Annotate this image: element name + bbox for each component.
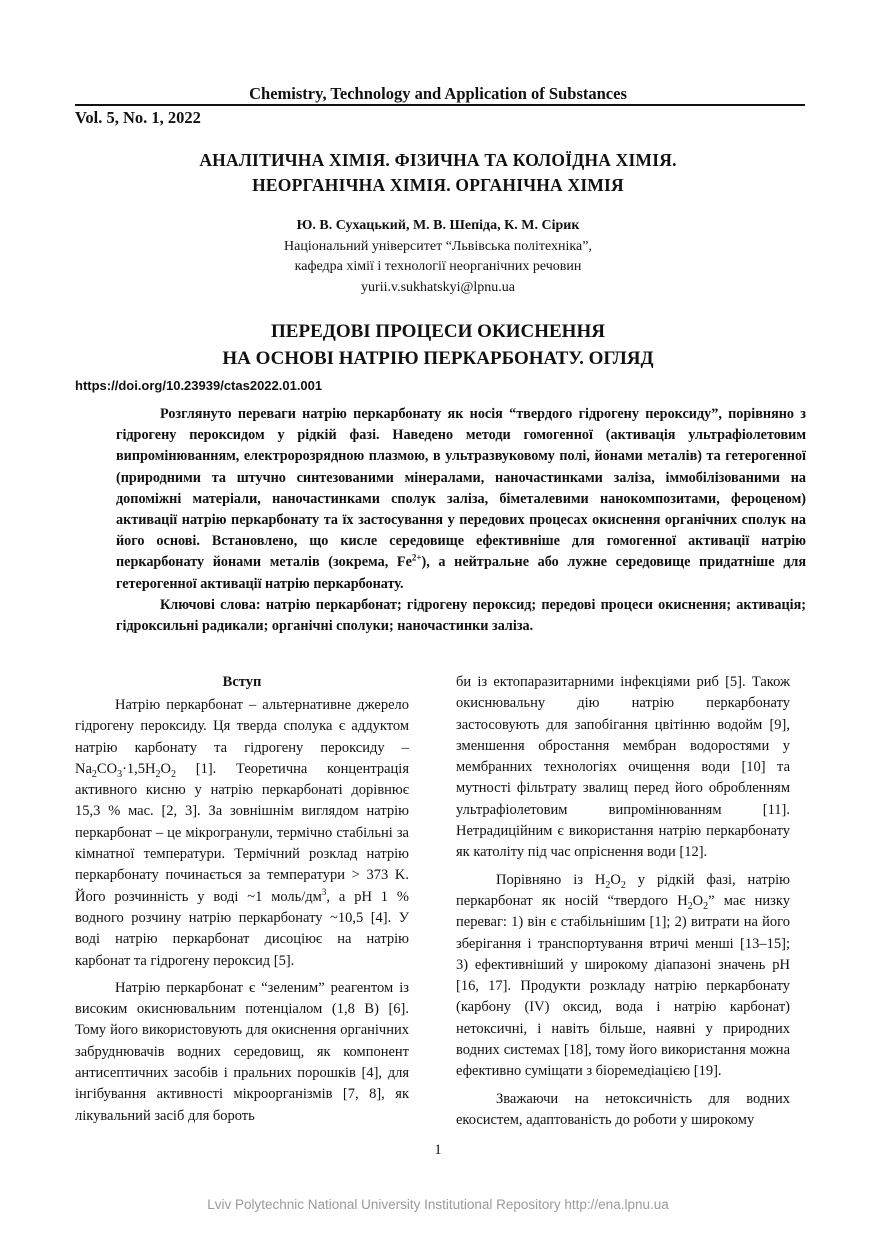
intro-paragraph-3: би із ектопаразитарними інфекціями риб [5]. Також окиснювальну дію натрію перкарбонату застосовують для запобігання цвітінню водойм [9], зменшення обростання мембран водоростями у мембранних технологіях очищення води [10] та мутності фільтрату звалищ перед його обробленням ультрафіолетовим випромінюванням [11]. Нетрадиційним є використання натрію перкарбонату як католіту під час опріснення води [12]. xyxy=(456,674,790,861)
abstract xyxy=(116,404,806,637)
intro-paragraph-1: Натрію перкарбонат – альтернативне джерело гідрогену пероксиду. Ця тверда сполука є аддуктом натрію карбонату та гідрогену пероксиду – $Na_2CO_3\cdot 1,5H_2O_2$ [1]. Теоретична концентрація активного кисню у натрію перкарбонаті дорівнює 15,3 % мас. [2, 3]. За зовнішнім виглядом натрію перкарбонат – це мікрогранули, термічно стабільні за кімнатної температури. Термічний розклад натрію перкарбонату починається за температури > 373 K. Його розчинність у воді ~1 моль/$дм^3$, а pH 1 % водного розчину натрію перкарбонату ~10,5 [4]. У воді натрію перкарбонат дисоціює на натрію карбонат та гідрогену пероксид [5]. xyxy=(75,697,409,969)
intro-paragraph-5: Зважаючи на нетоксичність для водних екосистем, адаптованість до роботи у широкому xyxy=(456,1090,790,1128)
page-number: 1 xyxy=(434,1142,442,1158)
intro-paragraph-4: Порівняно із $H_2O_2$ у рідкій фазі, натрію перкарбонат як носій “твердого $H_2O_2$” має низку переваг: 1) він є стабільнішим [1]; 2) витрати на його зберігання і транспортування втричі менші [13–15]; 3) ефективніший у широкому діапазоні значень pH [16, 17]. Продукти розкладу натрію перкарбонату (карбону (IV) оксид, вода і натрію карбонат) нетоксичні, і навіть більше, наявні у природних водних системах [18], тому його використання можна ефективно суміщати з біоремедіацією [19]. xyxy=(456,871,791,1080)
author-names: Ю. В. Сухацький, М. В. Шепіда, К. М. Сірик xyxy=(296,218,580,233)
affiliation: Національний університет “Львівська політехніка”, xyxy=(284,238,592,254)
paper-title-line-2: НА ОСНОВІ НАТРІЮ ПЕРКАРБОНАТУ. ОГЛЯД xyxy=(222,348,654,369)
intro-paragraph-2: Натрію перкарбонат є “зеленим” реагентом із високим окиснювальним потенціалом (1,8 В) [6]. Тому його використовують для окиснення органічних забруднювачів водних середовищ, як компонент антисептичних засобів і пральних порошків [4], для інгібування активності мікроорганізмів [7, 8], як лікувальний засіб для бороть xyxy=(75,979,409,1124)
paper-title-line-1: ПЕРЕДОВІ ПРОЦЕСИ ОКИСНЕННЯ xyxy=(271,321,605,342)
abstract-text: Розглянуто переваги натрію перкарбонату як носія “твердого гідрогену пероксиду”, порівняно з гідрогену пероксидом у рідкій фазі. Наведено методи гомогенної (активація ультрафіолетовим випромінюванням, електророзрядною плазмою, в ультразвуковому полі, йонами металів) та гетерогенної (природними та штучно синтезованими мінералами, наночастинками заліза, іммобілізованими на допоміжні матеріали, наночастинками сполук заліза, біметалевими нанокомпозитами, фероценом) активації натрію перкарбонату та їх застосування у передових процесах окиснення органічних сполук на його основі. Встановлено, що кисле середовище ефективніше для гомогенної активації натрію перкарбонату йонами металів (зокрема, $Fe^{2+}$), а нейтральне або лужне середовище придатніше для гетерогенної активації натрію перкарбонату. xyxy=(116,406,807,592)
journal-name: Chemistry, Technology and Application of Substances xyxy=(249,84,627,103)
section-heading-line-2: НЕОРГАНІЧНА ХІМІЯ. ОРГАНІЧНА ХІМІЯ xyxy=(252,175,624,195)
author-email[interactable]: yurii.v.sukhatskyi@lpnu.ua xyxy=(361,279,515,295)
right-column xyxy=(456,672,790,1131)
volume-issue: Vol. 5, No. 1, 2022 xyxy=(75,108,201,127)
left-column xyxy=(75,672,409,1127)
header-rule xyxy=(75,104,805,106)
doi-link[interactable]: https://doi.org/10.23939/ctas2022.01.001 xyxy=(75,378,323,393)
author-block xyxy=(0,216,876,298)
section-heading xyxy=(0,148,876,198)
keywords: Ключові слова: натрію перкарбонат; гідрогену пероксид; передові процеси окиснення; активація; гідроксильні радикали; органічні сполуки; наночастинки заліза. xyxy=(116,596,806,635)
section-heading-line-1: АНАЛІТИЧНА ХІМІЯ. ФІЗИЧНА ТА КОЛОЇДНА ХІМІЯ. xyxy=(199,150,677,170)
repository-footer[interactable]: Lviv Polytechnic National University Institutional Repository http://ena.lpnu.ua xyxy=(207,1197,669,1212)
intro-heading: Вступ xyxy=(222,674,262,690)
department: кафедра хімії і технології неорганічних речовин xyxy=(294,259,582,274)
paper-title xyxy=(0,318,876,372)
